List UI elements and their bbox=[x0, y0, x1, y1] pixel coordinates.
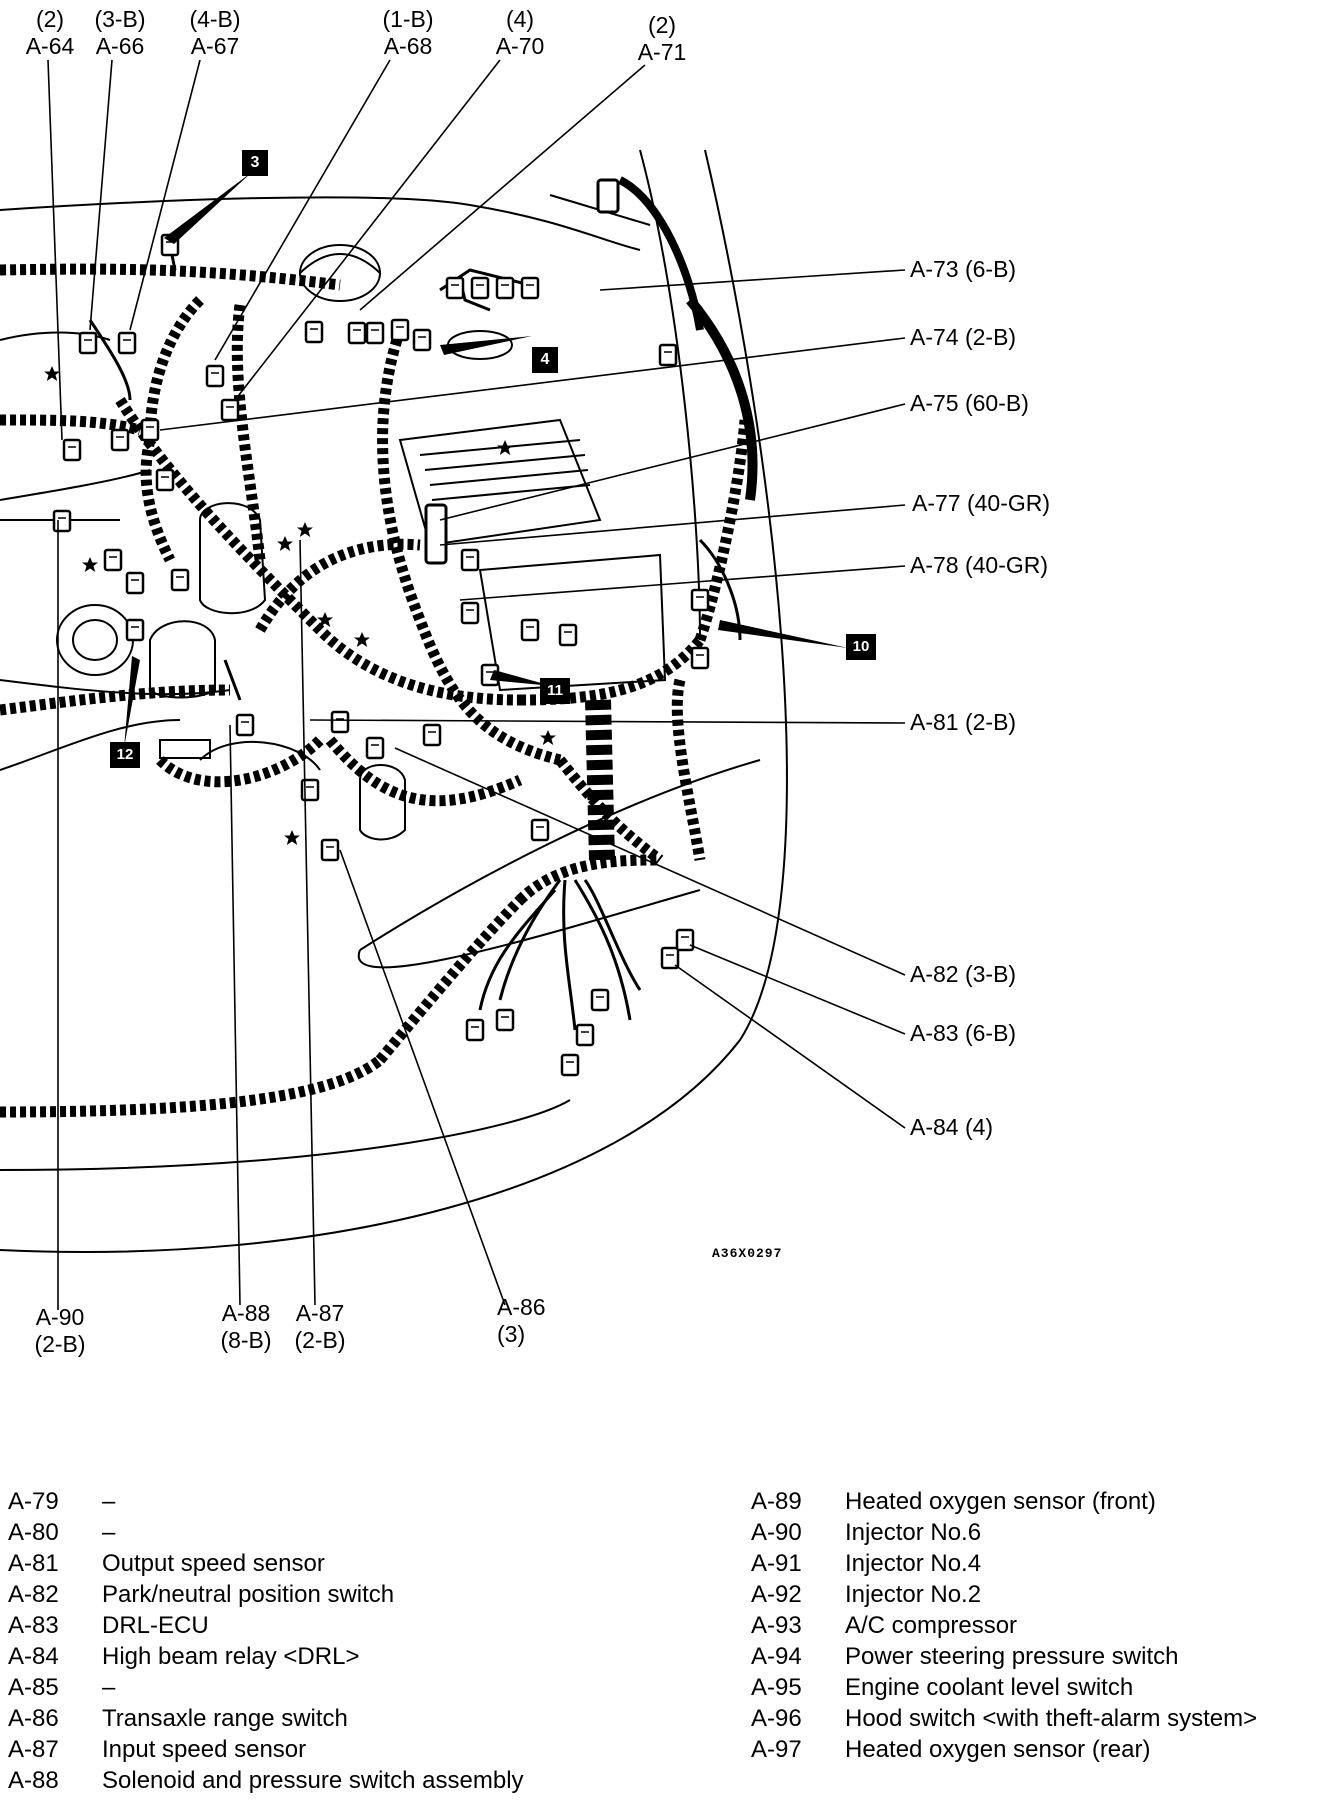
legend-row bbox=[751, 1734, 1150, 1765]
engine-components bbox=[57, 195, 665, 839]
legend-row bbox=[8, 1703, 348, 1734]
legend-name: Injector No.6 bbox=[845, 1519, 982, 1546]
legend-row bbox=[8, 1579, 394, 1610]
label-a84: A-84 (4) bbox=[910, 1114, 994, 1140]
label-a64-spec: (2) bbox=[35, 6, 65, 32]
legend-row bbox=[8, 1517, 115, 1548]
legend-code: A-85 bbox=[8, 1674, 59, 1701]
legend-row bbox=[751, 1672, 1133, 1703]
label-a75: A-75 (60-B) bbox=[910, 390, 1029, 416]
label-a88 bbox=[206, 1300, 286, 1354]
label-a86-spec: (3) bbox=[497, 1321, 526, 1347]
label-a71-code: A-71 bbox=[637, 39, 687, 65]
legend-name: Solenoid and pressure switch assembly bbox=[102, 1767, 524, 1794]
figure-code: A36X0297 bbox=[712, 1246, 783, 1261]
legend-code: A-97 bbox=[751, 1736, 802, 1763]
legend-code: A-90 bbox=[751, 1519, 802, 1546]
label-a86 bbox=[497, 1294, 546, 1348]
legend-row bbox=[8, 1610, 209, 1641]
label-a71-spec: (2) bbox=[647, 12, 677, 38]
label-a64-code: A-64 bbox=[25, 33, 75, 59]
label-a70-spec: (4) bbox=[505, 6, 535, 32]
legend-code: A-94 bbox=[751, 1643, 802, 1670]
branch-wires bbox=[90, 245, 740, 1030]
legend-code: A-89 bbox=[751, 1488, 802, 1515]
label-a70-code: A-70 bbox=[495, 33, 545, 59]
legend-row bbox=[751, 1703, 1257, 1734]
label-a74: A-74 (2-B) bbox=[910, 324, 1017, 350]
label-a68 bbox=[368, 6, 448, 60]
legend-code: A-87 bbox=[8, 1736, 59, 1763]
legend-name: – bbox=[102, 1674, 116, 1701]
legend-code: A-93 bbox=[751, 1612, 802, 1639]
legend-row bbox=[8, 1672, 115, 1703]
legend-code: A-88 bbox=[8, 1767, 59, 1794]
legend-code: A-83 bbox=[8, 1612, 59, 1639]
label-a73: A-73 (6-B) bbox=[910, 256, 1017, 282]
legend-row bbox=[8, 1486, 115, 1517]
legend-name: Transaxle range switch bbox=[102, 1705, 348, 1732]
legend-code: A-82 bbox=[8, 1581, 59, 1608]
legend-name: Input speed sensor bbox=[102, 1736, 307, 1763]
label-a66-code: A-66 bbox=[95, 33, 145, 59]
label-a88-spec: (8-B) bbox=[220, 1327, 272, 1353]
legend-code: A-95 bbox=[751, 1674, 802, 1701]
callout-3: 3 bbox=[250, 154, 260, 171]
legend-code: A-91 bbox=[751, 1550, 802, 1577]
label-a90-spec: (2-B) bbox=[34, 1331, 86, 1357]
legend-name: – bbox=[102, 1488, 116, 1515]
legend-name: A/C compressor bbox=[845, 1612, 1018, 1639]
label-a67 bbox=[175, 6, 255, 60]
legend-code: A-96 bbox=[751, 1705, 802, 1732]
legend-row bbox=[8, 1641, 359, 1672]
legend-name: Park/neutral position switch bbox=[102, 1581, 395, 1608]
legend-row bbox=[8, 1734, 306, 1765]
callout-4: 4 bbox=[540, 351, 550, 368]
legend-code: A-84 bbox=[8, 1643, 59, 1670]
label-a70 bbox=[480, 6, 560, 60]
vehicle-body-outline bbox=[0, 150, 787, 1252]
callout-12: 12 bbox=[116, 746, 134, 763]
label-a87 bbox=[280, 1300, 360, 1354]
legend-name: Output speed sensor bbox=[102, 1550, 325, 1577]
wiring-harness bbox=[0, 269, 745, 1112]
legend-code: A-86 bbox=[8, 1705, 59, 1732]
legend-name: Injector No.2 bbox=[845, 1581, 982, 1608]
label-a66-spec: (3-B) bbox=[94, 6, 146, 32]
label-a64 bbox=[10, 6, 90, 60]
legend-name: High beam relay <DRL> bbox=[102, 1643, 360, 1670]
legend-row bbox=[751, 1548, 981, 1579]
legend-row bbox=[751, 1486, 1156, 1517]
legend-name: Injector No.4 bbox=[845, 1550, 982, 1577]
label-a87-code: A-87 bbox=[295, 1300, 345, 1326]
label-a88-code: A-88 bbox=[221, 1300, 271, 1326]
label-a66 bbox=[80, 6, 160, 60]
legend-code: A-92 bbox=[751, 1581, 802, 1608]
legend-row bbox=[751, 1579, 981, 1610]
label-a71 bbox=[622, 12, 702, 66]
legend-row bbox=[8, 1765, 524, 1796]
label-a67-code: A-67 bbox=[190, 33, 240, 59]
legend-name: Engine coolant level switch bbox=[845, 1674, 1134, 1701]
label-a90 bbox=[20, 1304, 100, 1358]
label-a82: A-82 (3-B) bbox=[910, 961, 1017, 987]
legend-name: DRL-ECU bbox=[102, 1612, 209, 1639]
label-a81: A-81 (2-B) bbox=[910, 709, 1017, 735]
label-a86-code: A-86 bbox=[497, 1294, 546, 1320]
connectors bbox=[54, 180, 708, 1075]
legend-row bbox=[751, 1517, 981, 1548]
legend-code: A-80 bbox=[8, 1519, 59, 1546]
label-a83: A-83 (6-B) bbox=[910, 1020, 1017, 1046]
legend-name: Hood switch <with theft-alarm system> bbox=[845, 1705, 1258, 1732]
legend-name: Power steering pressure switch bbox=[845, 1643, 1179, 1670]
callout-11: 11 bbox=[547, 682, 563, 699]
label-a87-spec: (2-B) bbox=[294, 1327, 346, 1353]
label-a90-code: A-90 bbox=[35, 1304, 85, 1330]
legend-name: Heated oxygen sensor (front) bbox=[845, 1488, 1156, 1515]
legend-name: – bbox=[102, 1519, 116, 1546]
label-a68-spec: (1-B) bbox=[382, 6, 434, 32]
legend-row bbox=[751, 1610, 1017, 1641]
label-a67-spec: (4-B) bbox=[189, 6, 241, 32]
legend-code: A-81 bbox=[8, 1550, 59, 1577]
legend-row bbox=[751, 1641, 1178, 1672]
label-a77: A-77 (40-GR) bbox=[912, 490, 1051, 516]
label-a78: A-78 (40-GR) bbox=[910, 552, 1049, 578]
legend-row bbox=[8, 1548, 325, 1579]
legend-code: A-79 bbox=[8, 1488, 59, 1515]
label-a68-code: A-68 bbox=[383, 33, 433, 59]
legend-name: Heated oxygen sensor (rear) bbox=[845, 1736, 1151, 1763]
callout-10: 10 bbox=[852, 638, 870, 655]
